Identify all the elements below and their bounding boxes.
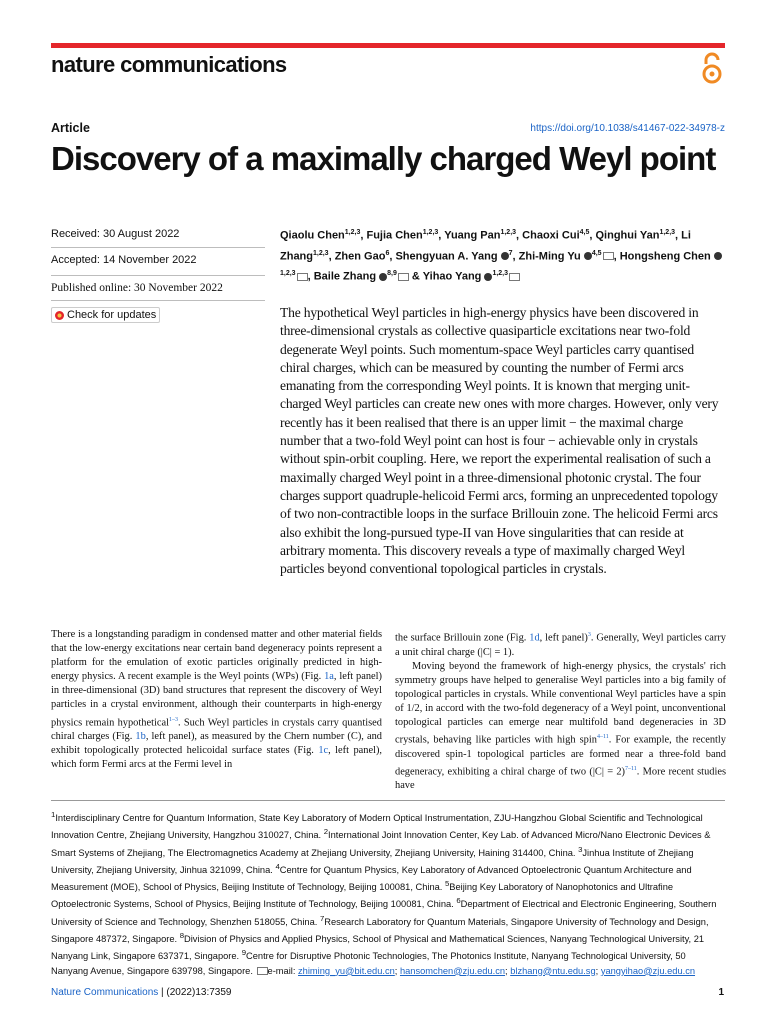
author-affil: 1,2,3	[492, 270, 509, 278]
affiliation: Division of Physics and Applied Physics, School of Physical and Mathematical Sciences, Nanyang Technological University, 21 Nanyang Link, Singapore 637371, Singapore.	[51, 934, 705, 962]
author-name[interactable]: Li Zhang	[280, 229, 691, 263]
affiliation: Research Laboratory for Quantum Materials, Singapore University of Technology and Design, Singapore 487372, Singapore.	[51, 916, 709, 945]
email-icon[interactable]	[398, 273, 409, 281]
check-updates-row	[51, 300, 265, 323]
email-label: e-mail:	[267, 965, 299, 976]
orcid-icon[interactable]	[584, 252, 592, 260]
author-affil: 1,2,3	[659, 229, 676, 236]
body-text: , left panel), as measured by the Chern number (C), and exhibit topologically protected helicoidal surface states (Fig.	[51, 731, 382, 757]
body-text: . More recent studies have	[395, 766, 727, 792]
open-access-icon	[700, 52, 724, 86]
author-affil: 8,9	[387, 270, 397, 278]
author-affil: 6	[385, 249, 390, 257]
affiliations: $^1$Interdisciplinary Centre for Quantum Information, State Key Laboratory of Modern Optical Instrumentation, ZJU-Hangzhou Global Scientific and Technological Innovation Centre, Zhejiang University, Hangzhou 310027, China. $^2$International Joint Innovation Center, Key Lab. of Advanced Micro/Nano Electronic Devices & Smart Systems of Zhejiang, The Electromagnetics Academy at Zhejiang University, Zhejiang University, Haining 314400, China. $^3$Jinhua Institute of Zhejiang University, Zhejiang University, Jinhua 321099, China. $^4$Centre for Quantum Physics, Key Laboratory of Advanced Optoelectronic Quantum Architecture and Measurement (MOE), School of Physics, Beijing Institute of Technology, Beijing 100081, China. $^5$Beijing Key Laboratory of Nanophotonics and Ultrafine Optoelectronic Systems, School of Physics, Beijing Institute of Technology, Beijing 100081, China. $^6$Department of Electrical and Electronic Engineering, Southern University of Science and Technology, Shenzhen 518055, China. $^7$Research Laboratory for Quantum Materials, Singapore University of Technology and Design, Singapore 487372, Singapore. $^8$Division of Physics and Applied Physics, School of Physical and Mathematical Sciences, Nanyang Technological University, 21 Nanyang Link, Singapore 637371, Singapore. $^9$Centre for Disruptive Photonic Technologies, The Photonics Institute, Nanyang Technological University, 50 Nanyang Avenue, Singapore 639798, Singapore. e-mail: zhiming_yu@bit.edu.cn; hansomchen@zju.edu.cn; blzhang@ntu.edu.sg; yangyihao@zju.edu.cn	[51, 810, 717, 976]
author-name[interactable]: Shengyuan A. Yang	[395, 250, 498, 263]
author-affil: 1,2,3	[280, 270, 296, 278]
body-paragraph	[395, 660, 726, 794]
figure-link[interactable]: 1d	[529, 632, 540, 644]
author-name[interactable]: Fujia Chen	[366, 229, 423, 242]
figure-link[interactable]: 1b	[135, 731, 146, 743]
body-text: . Such Weyl particles in crystals carry quantised chiral charges (Fig.	[51, 717, 382, 743]
figure-link[interactable]: 1a	[324, 671, 334, 683]
affiliation: International Joint Innovation Center, Key Lab. of Advanced Micro/Nano Electronic Devices & Smart Systems of Zhejiang, The Electromagnetics Academy at Zhejiang University, Zhejiang University, Haining 314400, China.	[51, 830, 711, 858]
author-name[interactable]: Baile Zhang	[313, 270, 377, 283]
journal-name: nature communications	[51, 52, 287, 77]
check-updates-button[interactable]	[51, 307, 160, 323]
abstract: The hypothetical Weyl particles in high-energy physics have been discovered in three-dimensional crystals as collective quasiparticle excitations near two-fold degenerate Weyl points. Such momentum-space Weyl particles carry quantised chiral charges, which can be measured by counting the number of Fermi arcs emanating from the corresponding Weyl points. It is known that merging unit-charged Weyl particles can create new ones with more charges. However, only very recently has it been realised that there is an upper limit − the maximal charge number that a two-fold Weyl point can host is four − achievable only in crystals without spin-orbit coupling. Here, we report the experimental realisation of such a maximally charged Weyl point in a three-dimensional photonic crystal. The four charges support quadruple-helicoid Fermi arcs, forming an unprecedented topology of two non-contractible loops in the surface Brillouin zone. The helicoid Fermi arcs also exhibit the long-pursued type-II van Hove singularities that can reside at arbitrary momenta. This discovery reveals a type of maximally charged Weyl particles beyond conventional topological particles in crystals.	[280, 305, 719, 577]
citation-link[interactable]: 4–11	[596, 734, 609, 741]
citation-link[interactable]: 1–3	[168, 716, 178, 723]
orcid-icon[interactable]	[379, 273, 387, 281]
affiliation: Centre for Quantum Physics, Key Laboratory of Advanced Optoelectronic Quantum Architecture and Measurement (MOE), School of Physics, Beijing Institute of Technology, Beijing 100081, China.	[51, 864, 692, 893]
email-link[interactable]: zhiming_yu@bit.edu.cn	[298, 965, 395, 976]
author-name[interactable]: Yuang Pan	[444, 229, 501, 242]
accepted-date: Accepted: 14 November 2022	[51, 247, 265, 266]
footer-citation-text: | (2022)13:7359	[158, 987, 232, 998]
author-affil: 1,2,3	[344, 229, 361, 236]
body-text: , left panel) in three-dimensional (3D) band structures that represent the discovery of Weyl particles in a crystal environment, although their counterparts in high-energy physics remain hypothetical	[51, 671, 382, 729]
orcid-icon[interactable]	[501, 252, 509, 260]
body-text: . Generally, Weyl particles carry a unit chiral charge (|C| = 1).	[395, 632, 727, 658]
affiliation: Jinhua Institute of Zhejiang University, Zhejiang University, Jinhua 321099, China.	[51, 847, 694, 875]
body-text: the surface Brillouin zone (Fig.	[395, 632, 530, 644]
author-affil: 1,2,3	[500, 229, 517, 236]
footer-journal-link[interactable]: Nature Communications	[51, 987, 159, 998]
author-name[interactable]: Qinghui Yan	[595, 229, 660, 242]
body-text: Moving beyond the framework of high-energy physics, the crystals' rich symmetry groups have helped to generalise Weyl particles into a big family of topological particles in crystals. While conventional Weyl particles have a spin of 1/2, in accord with the two-fold degeneracy of a Weyl point, unconventional topological particles can emerge near multifold band degeneracies in 3D crystals, behaving like particles with high spin	[395, 660, 726, 746]
email-link[interactable]: blzhang@ntu.edu.sg	[510, 965, 596, 976]
author-affil: 1,2,3	[313, 249, 329, 257]
doi-link[interactable]: https://doi.org/10.1038/s41467-022-34978-z	[530, 123, 725, 134]
crossmark-icon	[55, 311, 64, 320]
published-date: Published online: 30 November 2022	[51, 275, 265, 294]
body-column-left	[51, 628, 382, 772]
article-title: Discovery of a maximally charged Weyl point	[51, 140, 716, 177]
body-text: , left panel)	[539, 632, 588, 644]
affiliation: Beijing Key Laboratory of Nanophotonics and Ultrafine Optoelectronic Systems, School of Physics, Beijing Institute of Technology, Beijing 100081, China.	[51, 882, 674, 910]
affiliation: Department of Electrical and Electronic Engineering, Southern University of Science and Technology, Shenzhen 518055, China.	[51, 899, 717, 927]
affiliation: Interdisciplinary Centre for Quantum Information, State Key Laboratory of Modern Optical Instrumentation, ZJU-Hangzhou Global Scientific and Technological Innovation Centre, Zhejiang University, Hangzhou 310027, China.	[51, 813, 703, 841]
email-icon[interactable]	[297, 273, 308, 281]
received-date: Received: 30 August 2022	[51, 228, 180, 240]
page-number: 1	[718, 987, 724, 998]
author-affil: 7	[508, 249, 513, 257]
footer-citation	[51, 987, 231, 998]
affiliations-divider	[51, 800, 725, 801]
body-text: , left panel), which form Fermi arcs at the Fermi level in	[51, 745, 383, 771]
email-icon[interactable]	[603, 252, 614, 260]
author-name[interactable]: Zhi-Ming Yu	[518, 250, 581, 263]
check-updates-label: Check for updates	[67, 309, 157, 321]
citation-link[interactable]: 3	[587, 632, 591, 638]
affiliation: Centre for Disruptive Photonic Technologies, The Photonics Institute, Nanyang Technological University, 50 Nanyang Avenue, Singapore 639798, Singapore.	[51, 951, 686, 976]
article-type-label: Article	[51, 121, 90, 135]
orcid-icon[interactable]	[714, 252, 722, 260]
email-link[interactable]: hansomchen@zju.edu.cn	[399, 965, 506, 976]
author-name[interactable]: Chaoxi Cui	[522, 229, 580, 242]
citation-link[interactable]: 7–11	[625, 765, 637, 772]
figure-link[interactable]: 1c	[318, 745, 329, 757]
author-name[interactable]: Qiaolu Chen	[280, 229, 345, 242]
author-name[interactable]: Hongsheng Chen	[619, 250, 711, 263]
email-icon[interactable]	[509, 273, 520, 281]
author-affil: 4,5	[579, 229, 590, 236]
author-name[interactable]: Yihao Yang	[422, 270, 482, 283]
body-text: There is a longstanding paradigm in condensed matter and other material fields that the low-energy excitations near certain band degeneracy points represent a platform for the emulation of exotic particles originally predicted in high-energy physics. A recent example is the Weyl points (WPs) (Fig.	[51, 629, 382, 683]
top-accent-rule	[51, 43, 725, 48]
author-affil: 4,5	[591, 249, 602, 257]
author-affil: 1,2,3	[422, 229, 439, 236]
body-text: . For example, the recently discovered spin-1 topological particles are formed near a three-fold band degeneracy, exhibiting a chiral charge of two (|C| = 2)	[395, 734, 727, 778]
author-name[interactable]: Zhen Gao	[334, 250, 386, 263]
author-list: Qiaolu Chen$^{1,2,3}$, Fujia Chen$^{1,2,3}$, Yuang Pan$^{1,2,3}$, Chaoxi Cui$^{4,5}$, Qinghui Yan$^{1,2,3}$, Li Zhang$^{1,2,3}$, Zhen Gao$^6$, Shengyuan A. Yang $^7$, Zhi-Ming Yu $^{4,5}$ , Hongsheng Chen $^{1,2,3}$ , Baile Zhang $^{8,9}$ & Yihao Yang $^{1,2,3}$	[280, 224, 725, 286]
email-icon	[257, 967, 268, 975]
email-link[interactable]: yangyihao@zju.edu.cn	[600, 965, 696, 976]
body-column-right	[395, 628, 726, 793]
